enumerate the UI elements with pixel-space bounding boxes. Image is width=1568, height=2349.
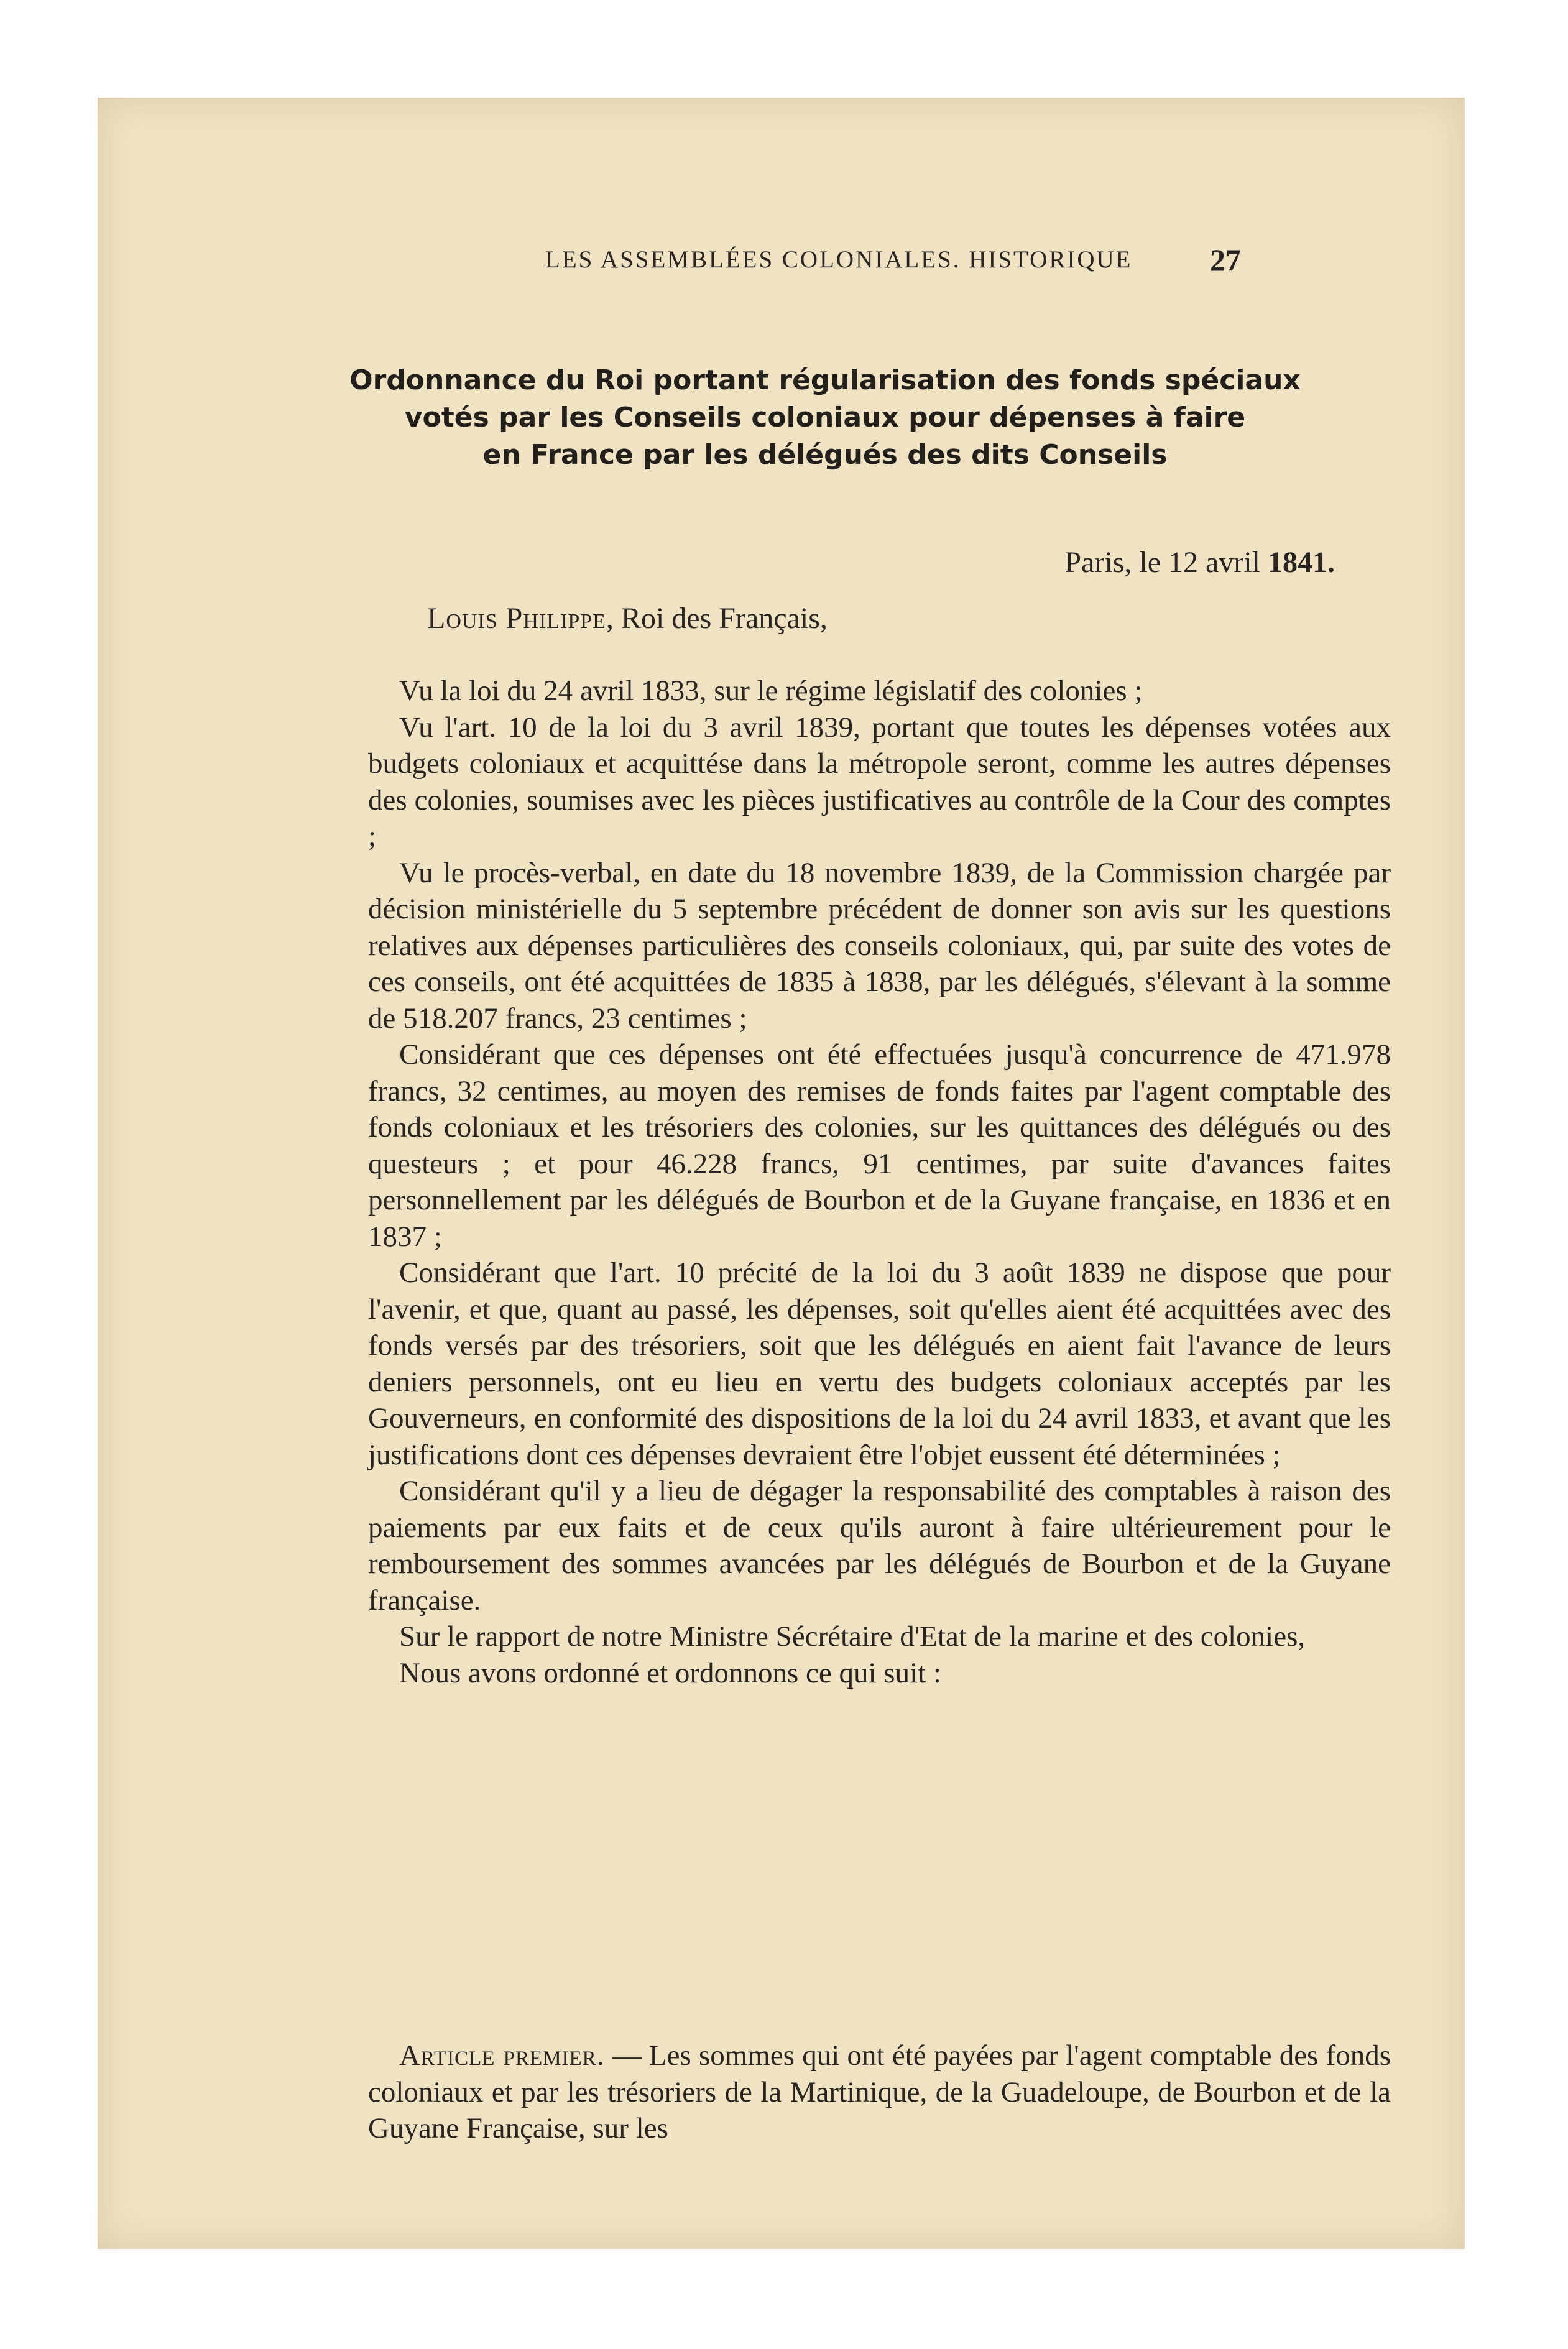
king-name: Louis Philippe [427,602,606,635]
title-line-1: Ordonnance du Roi portant régularisation des fonds spéciaux [349,364,1301,396]
paragraph: Considérant qu'il y a lieu de dégager la responsabilité des comptables à raison des paiements par eux faits et de ceux qu'ils auront à faire ultérieurement pour le remboursement des sommes avancées par les délégués de Bourbon et de la Guyane française. [368,1475,1391,1617]
page-number: 27 [1210,242,1241,277]
running-head: LES ASSEMBLÉES COLONIALES. HISTORIQUE [545,246,1133,273]
king-title: , Roi des Français, [606,602,828,635]
paragraph: Sur le rapport de notre Ministre Sécrétaire d'Etat de la marine et des colonies, [399,1620,1306,1653]
article-first [368,2037,1391,2147]
date-year: 1841. [1268,546,1335,579]
paragraph: Vu la loi du 24 avril 1833, sur le régime législatif des colonies ; [399,675,1143,707]
page-header [405,242,1241,283]
title-line-3: en France par les délégués des dits Conseils [482,439,1168,471]
article-label: Article premier. [399,2039,605,2072]
article-text: — Les sommes qui ont été payées par l'agent comptable des fonds coloniaux et par les trésoriers de la Martinique, de la Guadeloupe, de Bourbon et de la Guyane Française, sur les [368,2039,1391,2144]
king-line [427,601,828,635]
preamble [368,673,1391,1691]
date-line [900,545,1335,579]
paragraph: Vu l'art. 10 de la loi du 3 avril 1839, portant que toutes les dépenses votées aux budgets coloniaux et acquittése dans la métropole seront, comme les autres dépenses des colonies, soumises avec les pièces justificatives au contrôle de la Cour des comptes ; [368,711,1391,852]
book-page [98,98,1465,2249]
title-line-2: votés par les Conseils coloniaux pour dépenses à faire [404,402,1246,433]
place-date: Paris, le 12 avril [1064,546,1260,579]
ordinance-title [297,362,1354,474]
paragraph: Considérant que l'art. 10 précité de la loi du 3 août 1839 ne dispose que pour l'avenir, et que, quant au passé, les dépenses, soit qu'elles aient été acquittées avec des fonds versés par des trésoriers, soit que les délégués en aient fait l'avance de leurs deniers personnels, ont eu lieu en vertu des budgets coloniaux acceptés par les Gouverneurs, en conformité des dispositions de la loi du 24 avril 1833, et avant que les justifications dont ces dépenses devraient être l'objet eussent été déterminées ; [368,1257,1391,1471]
paragraph: Nous avons ordonné et ordonnons ce qui suit : [399,1656,942,1689]
article-paragraph [368,2037,1391,2147]
paragraph: Considérant que ces dépenses ont été effectuées jusqu'à concurrence de 471.978 francs, 32 centimes, au moyen des remises de fonds faites par l'agent comptable des fonds coloniaux et les trésoriers des colonies, sur les quittances des délégués ou des questeurs ; et pour 46.228 francs, 91 centimes, par suite d'avances faites personnellement par les délégués de Bourbon et de la Guyane française, en 1836 et en 1837 ; [368,1038,1391,1253]
paragraph: Vu le procès-verbal, en date du 18 novembre 1839, de la Commission chargée par décision ministérielle du 5 septembre précédent de donner son avis sur les questions relatives aux dépenses particulières des conseils coloniaux, qui, par suite des votes de ces conseils, ont été acquittées de 1835 à 1838, par les délégués, s'élevant à la somme de 518.207 francs, 23 centimes ; [368,856,1391,1035]
